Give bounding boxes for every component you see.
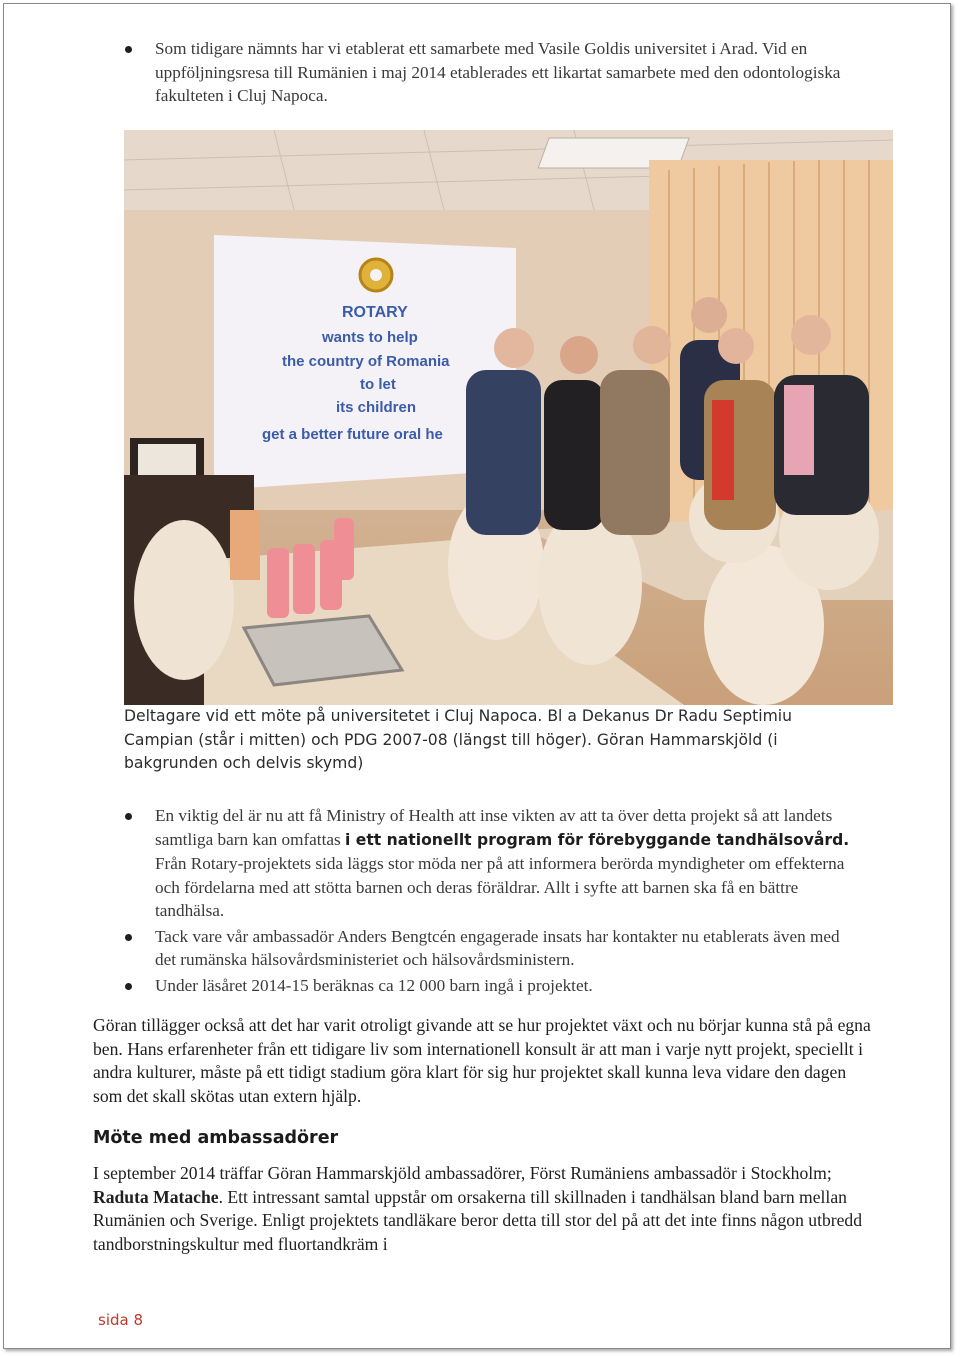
meeting-photo bbox=[124, 130, 893, 705]
bullet-text: En viktig del är nu att få Ministry of Health att inse vikten av att ta över detta projekt så att landets samtliga barn kan omfattas bbox=[155, 806, 833, 849]
page-number: sida 8 bbox=[98, 1311, 144, 1329]
list-item bbox=[124, 925, 854, 972]
intro-bullet-text: Som tidigare nämnts har vi etablerat ett samarbete med Vasile Goldis universitet i Arad. Vid en uppföljningsresa till Rumänien i maj 2014 etablerades ett likartat samarbete med den odontologiska fakulteten i Cluj Napoca. bbox=[155, 39, 841, 105]
list-item bbox=[124, 804, 854, 923]
bullet-bold-text: i ett nationellt program för förebyggande tandhälsovård. bbox=[344, 830, 850, 849]
section-heading: Möte med ambassadörer bbox=[93, 1128, 339, 1148]
slide-line-6: get a better future oral he bbox=[262, 426, 443, 443]
bullet-text: Från Rotary-projektets sida läggs stor möda ner på att informera berörda myndigheter om effekterna och fördelarna med att stötta barnen och deras föräldrar. Allt i syfte att barnen ska få en bättre tandhälsa. bbox=[155, 854, 845, 920]
paragraph-text: I september 2014 träffar Göran Hammarskjöld ambassadörer, Först Rumäniens ambassadör i Stockholm; bbox=[93, 1163, 832, 1183]
paragraph-text: . Ett intressant samtal uppstår om orsakerna till skillnaden i tandhälsan bland barn mellan Rumänien och Sverige. Enligt projektets tandläkare beror detta till stor del på att det inte finns någon utbredd tandborstningskultur med fluortandkräm i bbox=[93, 1186, 863, 1254]
main-bullet-list bbox=[124, 804, 854, 997]
bullet-icon bbox=[125, 934, 132, 941]
slide-line-4: to let bbox=[360, 376, 396, 393]
photo-caption: Deltagare vid ett möte på universitetet i Cluj Napoca. Bl a Dekanus Dr Radu Septimiu Campian (står i mitten) och PDG 2007-08 (längst till höger). Göran Hammarskjöld (i bakgrunden och delvis skymd) bbox=[124, 707, 793, 772]
slide-line-1: ROTARY bbox=[342, 304, 408, 321]
slide-line-5: its children bbox=[336, 399, 417, 416]
body-paragraph: Göran tillägger också att det har varit otroligt givande att se hur projektet växt och nu börjar kunna stå på egna ben. Hans erfarenheter från ett tidigare liv som internationell konsult är att man i varje nytt projekt, speciellt i andra kulturer, måste på ett tidigt stadium göra klart för sig hur projektet skall kunna leva vidare den dagen som det skall skötas utan extern hjälp. bbox=[93, 1015, 871, 1106]
list-item bbox=[124, 974, 854, 998]
bullet-text: Under läsåret 2014-15 beräknas ca 12 000 barn ingå i projektet. bbox=[155, 975, 593, 995]
slide-line-3: the country of Romania bbox=[282, 353, 450, 370]
bullet-icon bbox=[125, 983, 132, 990]
slide-line-2: wants to help bbox=[322, 329, 418, 346]
ambassador-name: Raduta Matache bbox=[93, 1186, 219, 1207]
meeting-photo-illustration bbox=[124, 130, 893, 705]
intro-bullet-list bbox=[124, 37, 864, 108]
body-paragraph-ambassador bbox=[93, 1162, 873, 1256]
list-item bbox=[124, 37, 864, 108]
bullet-icon bbox=[125, 46, 132, 53]
bullet-text: Tack vare vår ambassadör Anders Bengtcén engagerade insats har kontakter nu etablerats även med det rumänska hälsovårdsministeriet och hälsovårdsministern. bbox=[155, 926, 840, 969]
bullet-icon bbox=[125, 813, 132, 820]
